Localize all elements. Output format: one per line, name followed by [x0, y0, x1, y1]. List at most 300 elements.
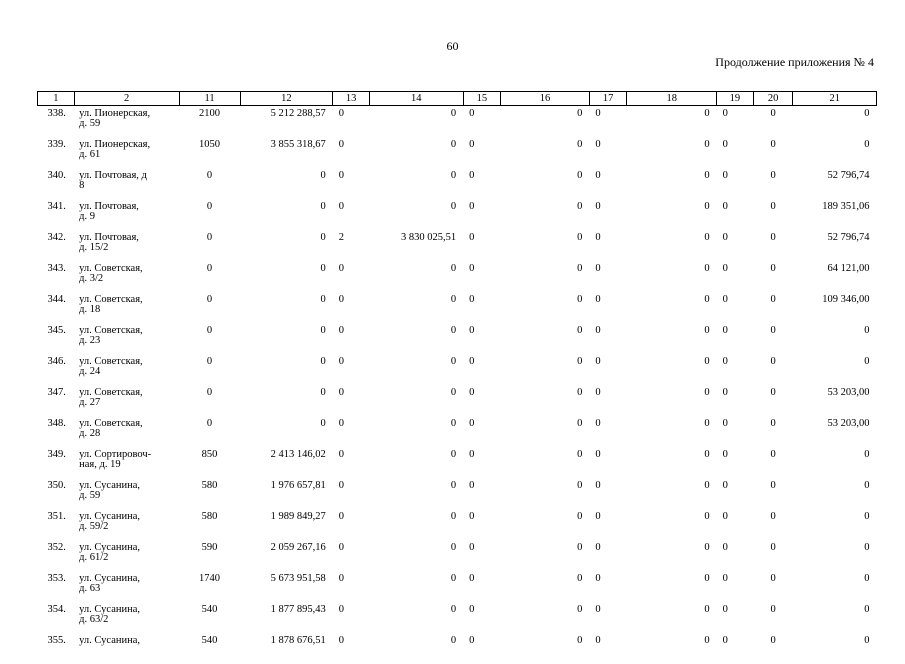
col-19-value: 0 [717, 447, 754, 478]
col-12-value: 0 [240, 230, 333, 261]
col-19-value: 0 [717, 602, 754, 633]
row-number: 353. [38, 571, 75, 602]
col-15-value: 0 [463, 354, 501, 385]
col-12-value: 1 989 849,27 [240, 509, 333, 540]
col-16-value: 0 [501, 571, 590, 602]
col-14-value: 0 [369, 540, 463, 571]
col-18-value: 0 [627, 106, 717, 138]
col-13-value: 0 [333, 633, 370, 664]
street-name: ул. Советская, [79, 326, 179, 336]
col-12-value: 1 878 676,51 [240, 633, 333, 664]
col-19-value: 0 [717, 292, 754, 323]
street-name: ул. Сусанина, [79, 543, 179, 553]
col-21-value: 64 121,00 [793, 261, 877, 292]
col-13-value: 0 [333, 447, 370, 478]
house-number: д. 61 [79, 150, 179, 160]
street-name: ул. Почтовая, д [79, 171, 179, 181]
house-number: д. 59 [79, 491, 179, 501]
table-row [38, 168, 877, 199]
col-17-value: 0 [589, 323, 627, 354]
col-21-value: 0 [793, 106, 877, 138]
col-19-value: 0 [717, 323, 754, 354]
col-20-value: 0 [753, 447, 793, 478]
column-header: 2 [74, 92, 179, 106]
col-18-value: 0 [627, 354, 717, 385]
col-12-value: 2 413 146,02 [240, 447, 333, 478]
street-name: ул. Советская, [79, 295, 179, 305]
col-15-value: 0 [463, 168, 501, 199]
col-15-value: 0 [463, 633, 501, 664]
col-14-value: 0 [369, 261, 463, 292]
col-21-value: 0 [793, 571, 877, 602]
col-17-value: 0 [589, 106, 627, 138]
col-13-value: 0 [333, 478, 370, 509]
col-19-value: 0 [717, 354, 754, 385]
col-20-value: 0 [753, 323, 793, 354]
table-row [38, 385, 877, 416]
table-row [38, 633, 877, 664]
col-11-value: 580 [179, 478, 240, 509]
col-18-value: 0 [627, 416, 717, 447]
col-18-value: 0 [627, 602, 717, 633]
street-name: ул. Пионерская, [79, 109, 179, 119]
address-cell [74, 385, 179, 416]
col-13-value: 0 [333, 354, 370, 385]
col-20-value: 0 [753, 137, 793, 168]
row-number: 349. [38, 447, 75, 478]
data-table [37, 91, 877, 664]
table-row [38, 137, 877, 168]
address-cell [74, 168, 179, 199]
col-16-value: 0 [501, 323, 590, 354]
col-16-value: 0 [501, 602, 590, 633]
row-number: 339. [38, 137, 75, 168]
col-17-value: 0 [589, 385, 627, 416]
col-12-value: 0 [240, 416, 333, 447]
column-header: 12 [240, 92, 333, 106]
row-number: 354. [38, 602, 75, 633]
house-number: д. 18 [79, 305, 179, 315]
col-18-value: 0 [627, 385, 717, 416]
col-21-value: 0 [793, 509, 877, 540]
col-20-value: 0 [753, 602, 793, 633]
row-number: 343. [38, 261, 75, 292]
col-19-value: 0 [717, 137, 754, 168]
col-11-value: 0 [179, 230, 240, 261]
col-20-value: 0 [753, 168, 793, 199]
col-12-value: 1 877 895,43 [240, 602, 333, 633]
address-cell [74, 447, 179, 478]
column-header: 17 [589, 92, 627, 106]
col-13-value: 0 [333, 137, 370, 168]
table-row [38, 509, 877, 540]
col-14-value: 0 [369, 385, 463, 416]
col-19-value: 0 [717, 540, 754, 571]
col-11-value: 0 [179, 354, 240, 385]
col-19-value: 0 [717, 199, 754, 230]
street-name: ул. Сортировоч- [79, 450, 179, 460]
house-number: д. 3/2 [79, 274, 179, 284]
col-13-value: 0 [333, 509, 370, 540]
col-15-value: 0 [463, 509, 501, 540]
table-row [38, 354, 877, 385]
col-18-value: 0 [627, 199, 717, 230]
col-12-value: 1 976 657,81 [240, 478, 333, 509]
table-row [38, 199, 877, 230]
col-19-value: 0 [717, 478, 754, 509]
col-21-value: 0 [793, 447, 877, 478]
col-18-value: 0 [627, 230, 717, 261]
row-number: 338. [38, 106, 75, 138]
col-19-value: 0 [717, 385, 754, 416]
col-14-value: 0 [369, 633, 463, 664]
column-header: 16 [501, 92, 590, 106]
col-14-value: 0 [369, 354, 463, 385]
col-15-value: 0 [463, 416, 501, 447]
col-14-value: 3 830 025,51 [369, 230, 463, 261]
address-cell [74, 571, 179, 602]
street-name: ул. Сусанина, [79, 605, 179, 615]
col-11-value: 850 [179, 447, 240, 478]
col-14-value: 0 [369, 137, 463, 168]
column-header: 13 [333, 92, 370, 106]
col-16-value: 0 [501, 168, 590, 199]
house-number: д. 63 [79, 584, 179, 594]
col-13-value: 0 [333, 199, 370, 230]
col-15-value: 0 [463, 323, 501, 354]
row-number: 352. [38, 540, 75, 571]
address-cell [74, 602, 179, 633]
address-cell [74, 354, 179, 385]
col-14-value: 0 [369, 478, 463, 509]
col-20-value: 0 [753, 230, 793, 261]
col-12-value: 0 [240, 199, 333, 230]
col-20-value: 0 [753, 633, 793, 664]
col-14-value: 0 [369, 323, 463, 354]
address-cell [74, 137, 179, 168]
col-16-value: 0 [501, 540, 590, 571]
col-20-value: 0 [753, 261, 793, 292]
col-17-value: 0 [589, 602, 627, 633]
col-17-value: 0 [589, 416, 627, 447]
col-18-value: 0 [627, 168, 717, 199]
row-number: 350. [38, 478, 75, 509]
table-row [38, 416, 877, 447]
house-number: д. 63/2 [79, 615, 179, 625]
col-16-value: 0 [501, 385, 590, 416]
col-19-value: 0 [717, 261, 754, 292]
col-17-value: 0 [589, 137, 627, 168]
col-15-value: 0 [463, 199, 501, 230]
col-19-value: 0 [717, 633, 754, 664]
row-number: 351. [38, 509, 75, 540]
row-number: 340. [38, 168, 75, 199]
row-number: 344. [38, 292, 75, 323]
col-11-value: 0 [179, 199, 240, 230]
col-21-value: 0 [793, 137, 877, 168]
col-20-value: 0 [753, 106, 793, 138]
col-20-value: 0 [753, 509, 793, 540]
col-17-value: 0 [589, 292, 627, 323]
col-12-value: 0 [240, 168, 333, 199]
col-16-value: 0 [501, 416, 590, 447]
house-number: д. 59 [79, 119, 179, 129]
house-number: д. 61/2 [79, 553, 179, 563]
col-20-value: 0 [753, 199, 793, 230]
col-11-value: 1740 [179, 571, 240, 602]
address-cell [74, 106, 179, 138]
col-17-value: 0 [589, 199, 627, 230]
col-11-value: 0 [179, 385, 240, 416]
col-12-value: 0 [240, 292, 333, 323]
col-18-value: 0 [627, 323, 717, 354]
table-row [38, 571, 877, 602]
col-18-value: 0 [627, 292, 717, 323]
table-row [38, 261, 877, 292]
col-15-value: 0 [463, 571, 501, 602]
col-16-value: 0 [501, 354, 590, 385]
col-15-value: 0 [463, 106, 501, 138]
house-number: д. 28 [79, 429, 179, 439]
col-21-value: 53 203,00 [793, 385, 877, 416]
col-15-value: 0 [463, 540, 501, 571]
col-15-value: 0 [463, 478, 501, 509]
col-12-value: 0 [240, 385, 333, 416]
table-row [38, 323, 877, 354]
street-name: ул. Сусанина, [79, 481, 179, 491]
col-16-value: 0 [501, 509, 590, 540]
address-cell [74, 540, 179, 571]
col-17-value: 0 [589, 354, 627, 385]
col-19-value: 0 [717, 416, 754, 447]
col-21-value: 0 [793, 602, 877, 633]
col-16-value: 0 [501, 478, 590, 509]
col-18-value: 0 [627, 509, 717, 540]
col-14-value: 0 [369, 571, 463, 602]
col-13-value: 0 [333, 168, 370, 199]
street-name: ул. Сусанина, [79, 636, 179, 646]
col-19-value: 0 [717, 230, 754, 261]
street-name: ул. Советская, [79, 264, 179, 274]
row-number: 346. [38, 354, 75, 385]
house-number: д. 27 [79, 398, 179, 408]
col-15-value: 0 [463, 230, 501, 261]
col-18-value: 0 [627, 137, 717, 168]
street-name: ул. Советская, [79, 419, 179, 429]
address-cell [74, 416, 179, 447]
col-21-value: 0 [793, 633, 877, 664]
col-17-value: 0 [589, 230, 627, 261]
col-14-value: 0 [369, 602, 463, 633]
col-14-value: 0 [369, 509, 463, 540]
house-number: д. 15/2 [79, 243, 179, 253]
col-11-value: 0 [179, 168, 240, 199]
col-18-value: 0 [627, 261, 717, 292]
col-21-value: 109 346,00 [793, 292, 877, 323]
col-13-value: 0 [333, 602, 370, 633]
col-11-value: 540 [179, 602, 240, 633]
row-number: 345. [38, 323, 75, 354]
row-number: 348. [38, 416, 75, 447]
address-cell [74, 323, 179, 354]
house-number: д. 9 [79, 212, 179, 222]
col-21-value: 52 796,74 [793, 230, 877, 261]
column-header: 21 [793, 92, 877, 106]
col-13-value: 0 [333, 261, 370, 292]
row-number: 347. [38, 385, 75, 416]
col-16-value: 0 [501, 199, 590, 230]
street-name: ул. Советская, [79, 357, 179, 367]
table-row [38, 447, 877, 478]
column-header: 1 [38, 92, 75, 106]
col-13-value: 0 [333, 385, 370, 416]
col-14-value: 0 [369, 199, 463, 230]
col-21-value: 0 [793, 478, 877, 509]
col-21-value: 189 351,06 [793, 199, 877, 230]
table-body [38, 106, 877, 664]
col-16-value: 0 [501, 137, 590, 168]
house-number: ная, д. 19 [79, 460, 179, 470]
col-18-value: 0 [627, 633, 717, 664]
table-row [38, 540, 877, 571]
table-row [38, 230, 877, 261]
col-11-value: 0 [179, 292, 240, 323]
col-12-value: 5 673 951,58 [240, 571, 333, 602]
col-12-value: 3 855 318,67 [240, 137, 333, 168]
col-21-value: 0 [793, 323, 877, 354]
col-14-value: 0 [369, 168, 463, 199]
house-number: д. 59/2 [79, 522, 179, 532]
column-header: 15 [463, 92, 501, 106]
page-number: 60 [0, 39, 905, 54]
col-13-value: 0 [333, 540, 370, 571]
col-15-value: 0 [463, 137, 501, 168]
column-header: 20 [753, 92, 793, 106]
address-cell [74, 509, 179, 540]
col-17-value: 0 [589, 447, 627, 478]
col-11-value: 590 [179, 540, 240, 571]
house-number: д. 23 [79, 336, 179, 346]
col-13-value: 0 [333, 292, 370, 323]
col-19-value: 0 [717, 571, 754, 602]
col-15-value: 0 [463, 602, 501, 633]
col-19-value: 0 [717, 509, 754, 540]
street-name: ул. Сусанина, [79, 512, 179, 522]
col-15-value: 0 [463, 385, 501, 416]
col-11-value: 0 [179, 323, 240, 354]
col-12-value: 0 [240, 323, 333, 354]
col-20-value: 0 [753, 571, 793, 602]
house-number: 8 [79, 181, 179, 191]
col-13-value: 0 [333, 416, 370, 447]
row-number: 342. [38, 230, 75, 261]
house-number: д. 24 [79, 367, 179, 377]
column-header: 11 [179, 92, 240, 106]
col-16-value: 0 [501, 106, 590, 138]
col-13-value: 0 [333, 106, 370, 138]
address-cell [74, 633, 179, 664]
col-19-value: 0 [717, 106, 754, 138]
col-18-value: 0 [627, 571, 717, 602]
col-15-value: 0 [463, 261, 501, 292]
col-14-value: 0 [369, 292, 463, 323]
col-20-value: 0 [753, 385, 793, 416]
address-cell [74, 261, 179, 292]
row-number: 355. [38, 633, 75, 664]
col-21-value: 52 796,74 [793, 168, 877, 199]
col-12-value: 0 [240, 354, 333, 385]
col-16-value: 0 [501, 292, 590, 323]
col-20-value: 0 [753, 478, 793, 509]
col-15-value: 0 [463, 292, 501, 323]
col-11-value: 0 [179, 261, 240, 292]
address-cell [74, 199, 179, 230]
column-header: 19 [717, 92, 754, 106]
col-20-value: 0 [753, 292, 793, 323]
col-15-value: 0 [463, 447, 501, 478]
column-header: 14 [369, 92, 463, 106]
address-cell [74, 478, 179, 509]
col-11-value: 1050 [179, 137, 240, 168]
col-17-value: 0 [589, 571, 627, 602]
col-11-value: 0 [179, 416, 240, 447]
col-20-value: 0 [753, 416, 793, 447]
col-14-value: 0 [369, 416, 463, 447]
col-17-value: 0 [589, 478, 627, 509]
col-17-value: 0 [589, 540, 627, 571]
col-12-value: 2 059 267,16 [240, 540, 333, 571]
col-12-value: 5 212 288,57 [240, 106, 333, 138]
col-16-value: 0 [501, 633, 590, 664]
table-row [38, 602, 877, 633]
col-13-value: 0 [333, 323, 370, 354]
col-21-value: 0 [793, 540, 877, 571]
col-18-value: 0 [627, 447, 717, 478]
col-11-value: 580 [179, 509, 240, 540]
street-name: ул. Советская, [79, 388, 179, 398]
col-17-value: 0 [589, 509, 627, 540]
col-19-value: 0 [717, 168, 754, 199]
col-20-value: 0 [753, 540, 793, 571]
address-cell [74, 230, 179, 261]
col-18-value: 0 [627, 540, 717, 571]
col-21-value: 0 [793, 354, 877, 385]
table-row [38, 478, 877, 509]
col-12-value: 0 [240, 261, 333, 292]
address-cell [74, 292, 179, 323]
column-header: 18 [627, 92, 717, 106]
col-18-value: 0 [627, 478, 717, 509]
col-17-value: 0 [589, 261, 627, 292]
table-row [38, 292, 877, 323]
col-11-value: 2100 [179, 106, 240, 138]
street-name: ул. Почтовая, [79, 233, 179, 243]
col-14-value: 0 [369, 106, 463, 138]
col-20-value: 0 [753, 354, 793, 385]
col-16-value: 0 [501, 447, 590, 478]
street-name: ул. Сусанина, [79, 574, 179, 584]
street-name: ул. Почтовая, [79, 202, 179, 212]
col-16-value: 0 [501, 261, 590, 292]
table-row [38, 106, 877, 138]
col-17-value: 0 [589, 633, 627, 664]
row-number: 341. [38, 199, 75, 230]
table-header-row [38, 92, 877, 106]
col-17-value: 0 [589, 168, 627, 199]
col-11-value: 540 [179, 633, 240, 664]
col-14-value: 0 [369, 447, 463, 478]
col-21-value: 53 203,00 [793, 416, 877, 447]
